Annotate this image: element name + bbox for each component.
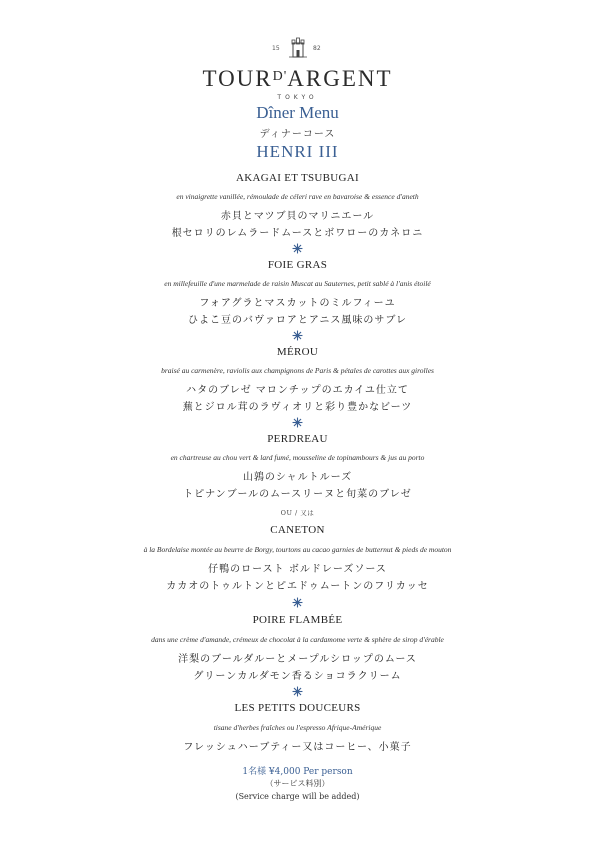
- brand-city: TOKYO: [277, 94, 318, 101]
- dish-description-fr: en vinaigrette vanillée, rémoulade de céleri rave en bavaroise & essence d'aneth: [176, 192, 419, 201]
- dish-description-fr: braisé au carmenère, raviolis aux champignons de Paris & pétales de carottes aux girolles: [161, 366, 434, 375]
- dish-description-fr: en chartreuse au chou vert & lard fumé, mousseline de topinambours & jus au porto: [170, 453, 425, 462]
- snowflake-ornament-icon: [292, 330, 303, 341]
- price: 1名様 ¥4,000 Per person: [242, 767, 353, 777]
- service-charge-en: (Service charge will be added): [235, 792, 360, 801]
- dish-description-jp: 山鶉のシャルトルーズ: [242, 472, 353, 483]
- snowflake-ornament-icon: [292, 686, 303, 697]
- brand-word: TOUR: [202, 66, 273, 91]
- dish-description-fr: en millefeuille d'une marmelade de raisin Muscat au Sauternes, petit sablé à l'anis étoilé: [164, 279, 431, 288]
- dish-description-jp: 蕪とジロル茸のラヴィオリと彩り豊かなビーツ: [182, 402, 413, 413]
- menu-title: Dîner Menu: [256, 103, 339, 122]
- crest-year-right: 82: [313, 45, 321, 52]
- service-charge-jp: （サービス料別）: [265, 779, 330, 788]
- dish-description-jp: ハタのブレゼ マロンチップのエカイユ仕立て: [186, 385, 409, 396]
- brand-tail: ARGENT: [287, 66, 393, 91]
- crest-year-left: 15: [272, 45, 280, 52]
- dish-name: LES PETITS DOUCEURS: [234, 702, 361, 714]
- dish-description-jp: フォアグラとマスカットのミルフィーユ: [199, 298, 396, 309]
- snowflake-ornament-icon: [292, 243, 303, 254]
- dish-name: AKAGAI ET TSUBUGAI: [236, 172, 359, 184]
- dish-description-jp: 仔鴨のロースト ボルドレーズソース: [208, 564, 387, 575]
- dish-name: FOIE GRAS: [267, 259, 328, 271]
- dish-description-jp: フレッシュハーブティー又はコーヒー、小菓子: [183, 742, 412, 753]
- course-name: HENRI III: [256, 142, 339, 161]
- snowflake-ornament-icon: [292, 417, 303, 428]
- dish-description-jp: 根セロリのレムラードムースとボワローのカネロニ: [171, 228, 424, 239]
- brand-logo: [0, 66, 595, 92]
- dish-description-jp: 洋梨のブールダルーとメープルシロップのムース: [178, 654, 417, 665]
- dish-description-fr: à la Bordelaise montée au beurre de Borgy, tourtons au cacao garnies de butternut & pieds de mouton: [143, 545, 452, 554]
- dish-description-jp: 赤貝とマツブ貝のマリニエール: [220, 211, 375, 222]
- dish-name: POIRE FLAMBÉE: [252, 614, 343, 626]
- snowflake-ornament-icon: [292, 597, 303, 608]
- or-label: OU / 又は: [280, 509, 315, 517]
- dish-description-jp: グリーンカルダモン香るショコラクリーム: [193, 671, 402, 682]
- dish-description-jp: カカオのトゥルトンとピエドゥムートンのフリカッセ: [166, 581, 429, 592]
- brand-sup: D': [272, 69, 288, 84]
- dish-name: PERDREAU: [267, 433, 328, 445]
- dish-description-jp: ひよこ豆のバヴァロアとアニス風味のサブレ: [188, 315, 407, 326]
- menu-title-jp: ディナーコース: [259, 129, 336, 140]
- dish-description-fr: dans une crème d'amande, crémeux de chocolat à la cardamome verte & sphère de sirop d'érable: [151, 635, 444, 644]
- dish-name: MÉROU: [276, 346, 319, 358]
- dish-name: CANETON: [270, 524, 325, 536]
- dish-description-fr: tisane d'herbes fraîches ou l'espresso Afrique-Amérique: [213, 723, 382, 732]
- dish-description-jp: トピナンブールのムースリーヌと旬菜のブレゼ: [183, 489, 412, 500]
- castle-crest-icon: [284, 36, 312, 60]
